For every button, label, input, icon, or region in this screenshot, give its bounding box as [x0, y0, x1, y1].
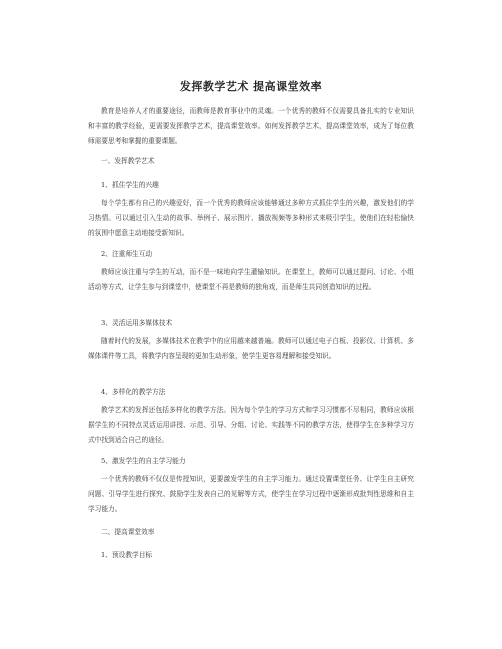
item-5-paragraph: 一个优秀的教师不仅仅是传授知识，更要激发学生的自主学习能力。通过设置课堂任务、让学生自主研究问题、引导学生进行探究、鼓励学生发表自己的见解等方式，使学生在学习过程中逐渐形成批判性思维和自主学习能力。 — [88, 475, 414, 513]
item-1-paragraph: 每个学生都有自己的兴趣爱好，而一个优秀的教师应该能够通过多种方式抓住学生的兴趣，激发他们的学习热情。可以通过引入生动的故事、举例子、展示图片、播放视频等多种形式来吸引学生，使他们在轻松愉快的氛围中愿意主动地接受新知识。 — [88, 199, 414, 237]
item-1-heading: 1、抓住学生的兴趣 — [101, 181, 159, 189]
item-2-heading: 2、注重师生互动 — [101, 250, 153, 258]
section-1-heading: 一、发挥教学艺术 — [101, 157, 155, 165]
item-5-heading: 5、激发学生的自主学习能力 — [101, 457, 186, 465]
item-2-paragraph: 教师应该注重与学生的互动，而不是一味地向学生灌输知识。在课堂上，教师可以通过提问、讨论、小组活动等方式，让学生参与到课堂中，使课堂不再是教师的独角戏，而是师生共同创造知识的过程。 — [88, 268, 414, 291]
item-3-heading: 3、灵活运用多媒体技术 — [101, 319, 173, 327]
document-title: 发挥教学艺术 提高课堂效率 — [179, 80, 323, 93]
section-2-item-1-heading: 1、预设教学目标 — [101, 551, 153, 559]
item-4-heading: 4、多样化的教学方法 — [101, 388, 166, 396]
intro-paragraph: 教育是培养人才的重要途径，而教师是教育事业中的灵魂。一个优秀的教师不仅需要具备扎实的专业知识和丰富的教学经验，更需要发挥教学艺术，提高课堂效率。如何发挥教学艺术，提高课堂效率，成为了每位教师需要思考和掌握的重要课题。 — [88, 107, 414, 145]
item-3-paragraph: 随着时代的发展，多媒体技术在教学中的应用越来越普遍。教师可以通过电子白板、投影仪、计算机、多媒体课件等工具，将教学内容呈现的更加生动形象，使学生更容易理解和接受知识。 — [88, 337, 414, 360]
section-2-heading: 二、提高课堂效率 — [101, 528, 155, 536]
item-4-paragraph: 教学艺术的发挥还包括多样化的教学方法。因为每个学生的学习方式和学习习惯都不尽相同，教师应该根据学生的不同特点灵活运用讲授、示范、引导、分组、讨论、实践等不同的教学方法，使得学生在多种学习方式中找到适合自己的途径。 — [88, 406, 414, 444]
